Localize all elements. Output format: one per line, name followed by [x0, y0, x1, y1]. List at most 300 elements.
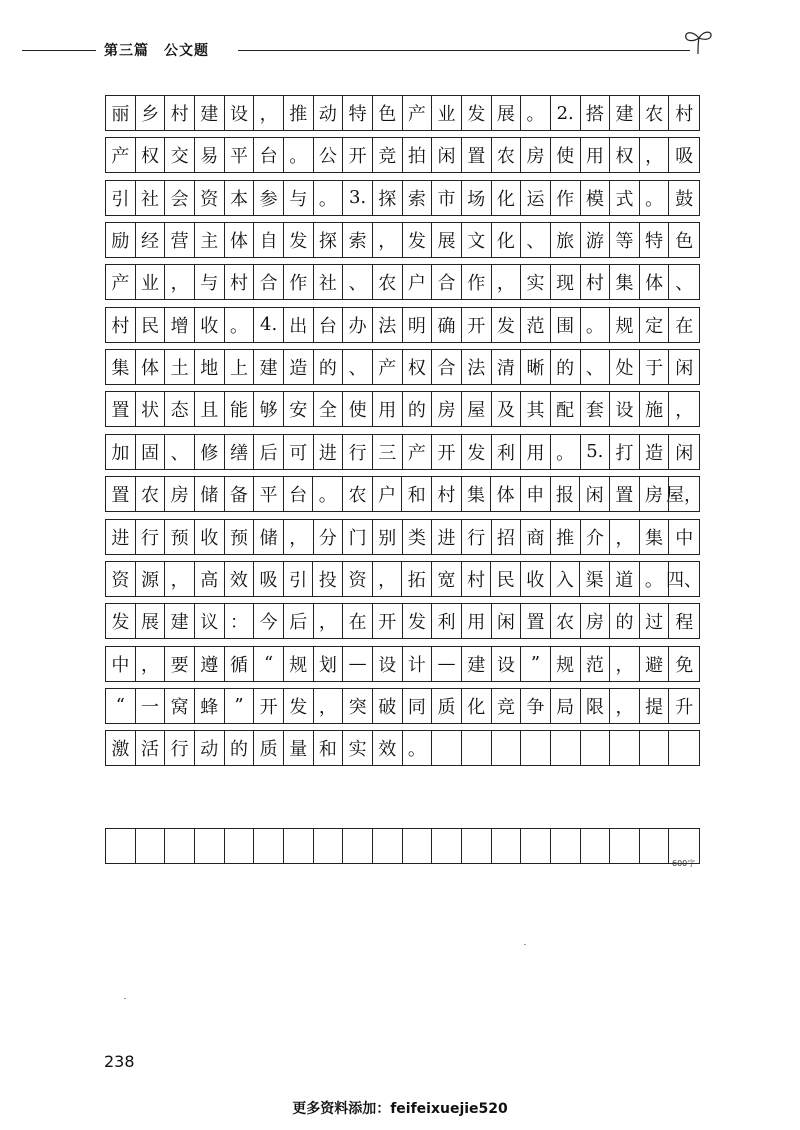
grid-cell: 范	[521, 308, 551, 342]
scan-speck	[524, 944, 526, 945]
grid-cell: 公	[314, 138, 344, 172]
grid-cell: 办	[343, 308, 373, 342]
grid-cell: 申	[521, 477, 551, 511]
grid-cell: 台	[284, 477, 314, 511]
grid-cell: ，	[165, 265, 195, 299]
grid-cell: 打	[610, 435, 640, 469]
grid-cell: 产	[373, 350, 403, 384]
grid-cell: 的	[610, 604, 640, 638]
grid-cell	[551, 829, 581, 863]
grid-cell: 渠	[580, 562, 610, 596]
grid-cell: 展	[136, 604, 166, 638]
grid-cell: 闲	[580, 477, 610, 511]
grid-cell: 类	[403, 520, 433, 554]
grid-cell: —	[343, 647, 373, 681]
grid-cell: 旅	[551, 223, 581, 257]
grid-cell	[669, 731, 699, 765]
grid-cell: 会	[165, 181, 195, 215]
grid-cell: ，	[492, 265, 522, 299]
grid-cell: 场	[462, 181, 492, 215]
grid-cell: ，	[254, 96, 284, 130]
grid-cell: 态	[165, 392, 195, 426]
grid-cell: ，	[314, 689, 344, 723]
grid-cell: 房	[581, 604, 611, 638]
grid-cell: 化	[492, 223, 522, 257]
grid-cell: 效	[225, 562, 255, 596]
grid-cell: 农	[640, 96, 670, 130]
grid-cell	[136, 829, 166, 863]
grid-cell: 破	[373, 689, 403, 723]
section-title: 第三篇 公文题	[104, 43, 209, 59]
grid-cell: 范	[581, 647, 611, 681]
grid-row	[105, 264, 700, 300]
grid-cell: 权	[136, 138, 166, 172]
grid-cell: 升	[675, 696, 694, 718]
grid-cell	[343, 829, 373, 863]
grid-cell: 中	[675, 527, 694, 549]
grid-cell: 在	[343, 604, 373, 638]
grid-cell: 利	[432, 604, 462, 638]
grid-cell: 要	[165, 647, 195, 681]
grid-cell: 高	[195, 562, 225, 596]
grid-cell	[462, 829, 492, 863]
grid-row	[105, 391, 700, 427]
grid-cell: 村	[462, 562, 492, 596]
grid-cell: 行	[462, 520, 492, 554]
grid-cell	[640, 731, 670, 765]
grid-cell: 土	[165, 350, 195, 384]
grid-cell: 别	[373, 520, 403, 554]
grid-cell: 利	[492, 435, 522, 469]
grid-cell: 道	[610, 562, 640, 596]
grid-cell: 本	[225, 181, 255, 215]
header-rule-left	[22, 50, 96, 51]
grid-cell: 限	[581, 689, 611, 723]
grid-cell: 避	[640, 647, 670, 681]
grid-cell: ：	[225, 604, 255, 638]
grid-cell: 收	[195, 308, 225, 342]
grid-cell	[551, 731, 581, 765]
grid-cell: 合	[254, 265, 284, 299]
grid-cell: 介	[581, 520, 611, 554]
grid-cell: 明	[403, 308, 433, 342]
grid-cell: 建	[195, 96, 225, 130]
grid-cell: 设	[225, 96, 255, 130]
grid-cell: 用	[462, 604, 492, 638]
grid-cell	[640, 829, 670, 863]
grid-row	[105, 646, 700, 682]
grid-cell: 修	[195, 435, 225, 469]
grid-cell: 争	[521, 689, 551, 723]
grid-cell: 的	[403, 392, 433, 426]
grid-cell: 拓	[402, 562, 432, 596]
grid-cell: 房	[521, 138, 551, 172]
grid-cell	[165, 829, 195, 863]
grid-cell: 合	[432, 265, 462, 299]
grid-row	[105, 349, 700, 385]
grid-cell: 发	[284, 689, 314, 723]
grid-cell: 鼓	[675, 188, 694, 210]
grid-cell: 。	[551, 435, 581, 469]
grid-cell	[225, 829, 255, 863]
grid-cell: 设	[610, 392, 640, 426]
grid-row	[105, 476, 703, 512]
grid-cell: “	[254, 647, 284, 681]
grid-cell: 规	[610, 308, 640, 342]
grid-row	[105, 561, 703, 597]
grid-cell: 展	[432, 223, 462, 257]
grid-cell: 规	[284, 647, 314, 681]
header-rule-right	[238, 50, 690, 51]
grid-cell: 地	[195, 350, 225, 384]
grid-cell: 其	[521, 392, 551, 426]
grid-cell: 法	[373, 308, 403, 342]
grid-cell: 、	[343, 350, 373, 384]
grid-cell: 且	[195, 392, 225, 426]
grid-cell: 发	[403, 604, 433, 638]
grid-cell: 模	[581, 181, 611, 215]
grid-cell: 报	[551, 477, 581, 511]
grid-cell: 乡	[136, 96, 166, 130]
grid-cell: 主	[195, 223, 225, 257]
grid-cell: 资	[195, 181, 225, 215]
grid-cell	[432, 829, 462, 863]
grid-cell: 动	[195, 731, 225, 765]
grid-row	[105, 307, 700, 343]
grid-cell: 社	[314, 265, 344, 299]
grid-cell: 规	[551, 647, 581, 681]
grid-cell: 体	[136, 350, 166, 384]
grid-cell: 质	[432, 689, 462, 723]
grid-cell: 农	[373, 265, 403, 299]
grid-cell	[106, 829, 136, 863]
grid-cell: 同	[403, 689, 433, 723]
grid-cell	[492, 731, 522, 765]
grid-cell: 。	[640, 562, 670, 596]
grid-cell: 。	[640, 181, 670, 215]
grid-cell: 和	[314, 731, 344, 765]
grid-cell: 遵	[195, 647, 225, 681]
grid-cell: 实	[521, 265, 551, 299]
grid-cell: 励	[106, 223, 136, 257]
grid-cell: 竞	[492, 689, 522, 723]
grid-cell: 引	[284, 562, 314, 596]
grid-cell: 。	[314, 181, 344, 215]
grid-cell: ，	[314, 604, 344, 638]
grid-cell: 可	[284, 435, 314, 469]
grid-cell: 开	[343, 138, 373, 172]
grid-cell: 开	[432, 435, 462, 469]
grid-cell: 施	[640, 392, 670, 426]
grid-cell: 置	[106, 392, 136, 426]
grid-cell	[403, 829, 433, 863]
grid-cell: 村	[432, 477, 462, 511]
grid-cell: 开	[254, 689, 284, 723]
grid-cell: 定	[640, 308, 670, 342]
grid-cell	[581, 829, 611, 863]
grid-cell: 与	[284, 181, 314, 215]
grid-cell: ，	[165, 562, 195, 596]
grid-cell: 发	[462, 435, 492, 469]
grid-cell: 闲	[492, 604, 522, 638]
grid-cell: 预	[165, 520, 195, 554]
grid-cell: ，	[610, 647, 640, 681]
grid-cell: 索	[403, 181, 433, 215]
grid-cell: 质	[254, 731, 284, 765]
grid-cell: 推	[551, 520, 581, 554]
grid-cell: 拍	[403, 138, 433, 172]
grid-cell: 开	[373, 604, 403, 638]
grid-cell: 集	[640, 520, 670, 554]
word-count-label: 600字	[672, 859, 696, 868]
grid-cell: 处	[610, 350, 640, 384]
grid-cell: 业	[136, 265, 166, 299]
grid-cell: 索	[343, 223, 373, 257]
grid-cell: 作	[551, 181, 581, 215]
grid-cell: 置	[521, 604, 551, 638]
grid-cell: 突	[343, 689, 373, 723]
grid-cell: 经	[136, 223, 166, 257]
grid-cell	[492, 829, 522, 863]
grid-cell: 竞	[373, 138, 403, 172]
grid-cell: 源	[136, 562, 166, 596]
grid-cell: 。	[403, 731, 433, 765]
grid-cell	[254, 829, 284, 863]
grid-cell: 上	[225, 350, 255, 384]
grid-cell: 储	[195, 477, 225, 511]
grid-cell: 。	[521, 96, 551, 130]
grid-cell: 围	[551, 308, 581, 342]
grid-cell	[462, 731, 492, 765]
grid-cell: 建	[462, 647, 492, 681]
grid-cell: ，	[284, 520, 314, 554]
grid-cell: 使	[551, 138, 581, 172]
grid-row	[105, 180, 700, 216]
page-header	[0, 0, 800, 70]
grid-cell: 5.	[581, 435, 611, 469]
grid-cell	[581, 731, 611, 765]
grid-cell: 特	[343, 96, 373, 130]
grid-cell: 进	[432, 520, 462, 554]
grid-cell: 户	[403, 265, 433, 299]
grid-cell: 村	[106, 308, 136, 342]
grid-cell: 用	[521, 435, 551, 469]
grid-cell: 农	[492, 138, 522, 172]
grid-row	[105, 688, 700, 724]
grid-cell: 4.	[254, 308, 284, 342]
grid-row	[105, 434, 700, 470]
grid-cell: 开	[462, 308, 492, 342]
grid-cell: 农	[551, 604, 581, 638]
grid-cell: 中	[106, 647, 136, 681]
grid-cell: 业	[432, 96, 462, 130]
grid-cell: 产	[106, 138, 136, 172]
grid-cell: 化	[462, 689, 492, 723]
grid-cell: ，	[675, 400, 694, 422]
grid-cell	[610, 731, 640, 765]
grid-cell: 房	[640, 477, 670, 511]
grid-cell: ，	[610, 520, 640, 554]
grid-cell: 程	[675, 612, 694, 634]
grid-cell: 提	[640, 689, 670, 723]
grid-cell	[432, 731, 462, 765]
grid-cell: 入	[551, 562, 581, 596]
grid-cell: 的	[225, 731, 255, 765]
grid-cell: 配	[551, 392, 581, 426]
grid-cell: 市	[432, 181, 462, 215]
grid-cell: 运	[521, 181, 551, 215]
grid-cell: 一	[136, 689, 166, 723]
grid-cell: 进	[106, 520, 136, 554]
grid-cell: 蜂	[195, 689, 225, 723]
grid-cell: 缮	[225, 435, 255, 469]
grid-cell: 的	[314, 350, 344, 384]
grid-cell: 引	[106, 181, 136, 215]
grid-cell: 备	[225, 477, 255, 511]
grid-cell: ，	[136, 647, 166, 681]
grid-row	[105, 730, 700, 766]
grid-cell: 营	[165, 223, 195, 257]
grid-cell: —	[432, 647, 462, 681]
grid-cell: 设	[492, 647, 522, 681]
grid-cell	[314, 829, 344, 863]
grid-cell: ，	[373, 562, 403, 596]
grid-row	[105, 222, 700, 258]
grid-cell: 造	[640, 435, 670, 469]
grid-cell: 发	[462, 96, 492, 130]
grid-cell: 储	[254, 520, 284, 554]
grid-cell: 、	[581, 350, 611, 384]
grid-cell: 农	[136, 477, 166, 511]
grid-cell: 收	[195, 520, 225, 554]
grid-cell: 和	[402, 477, 432, 511]
grid-cell: 后	[254, 435, 284, 469]
grid-cell	[373, 829, 403, 863]
grid-cell: 3.	[343, 181, 373, 215]
grid-cell: 户	[373, 477, 403, 511]
grid-cell: 台	[254, 138, 284, 172]
grid-cell: 交	[165, 138, 195, 172]
grid-cell: 产	[106, 265, 136, 299]
grid-row	[105, 603, 700, 639]
grid-cell: 循	[225, 647, 255, 681]
grid-cell: 四、	[666, 569, 703, 591]
grid-cell: 议	[195, 604, 225, 638]
grid-cell: 特	[640, 223, 670, 257]
grid-cell: 建	[165, 604, 195, 638]
grid-cell: 。	[284, 138, 314, 172]
grid-cell: 过	[640, 604, 670, 638]
grid-cell: 吸	[254, 562, 284, 596]
grid-cell: 村	[165, 96, 195, 130]
grid-row	[105, 137, 700, 173]
grid-cell: 农	[343, 477, 373, 511]
grid-cell: 效	[373, 731, 403, 765]
grid-cell: 置	[106, 477, 136, 511]
grid-cell: 平	[254, 477, 284, 511]
grid-cell: 进	[314, 435, 344, 469]
grid-cell: 在	[675, 315, 694, 337]
grid-cell: 窝	[165, 689, 195, 723]
page-number: 238	[104, 1052, 135, 1071]
grid-cell: 。	[581, 308, 611, 342]
grid-cell: 确	[432, 308, 462, 342]
grid-cell: 资	[343, 562, 373, 596]
grid-cell: 台	[314, 308, 344, 342]
grid-cell: 屋	[462, 392, 492, 426]
scan-speck	[124, 998, 126, 999]
grid-cell: 闲	[432, 138, 462, 172]
grid-cell: 体	[640, 265, 670, 299]
grid-cell: 商	[521, 520, 551, 554]
grid-cell: 探	[314, 223, 344, 257]
grid-cell: 村	[581, 265, 611, 299]
grid-cell: 今	[254, 604, 284, 638]
grid-cell: 搭	[581, 96, 611, 130]
grid-cell: 色	[675, 231, 694, 253]
grid-cell: 化	[492, 181, 522, 215]
grid-cell: 现	[551, 265, 581, 299]
grid-cell	[195, 829, 225, 863]
grid-cell: ，	[373, 223, 403, 257]
grid-cell: 体	[225, 223, 255, 257]
grid-cell: 状	[136, 392, 166, 426]
grid-cell: 量	[284, 731, 314, 765]
grid-cell: 。	[225, 308, 255, 342]
grid-cell: 增	[165, 308, 195, 342]
grid-cell: ”	[225, 689, 255, 723]
grid-cell: 动	[314, 96, 344, 130]
grid-row	[105, 828, 700, 864]
footer-note: 更多资料添加：feifeixuejie520	[292, 1101, 508, 1117]
grid-cell: 行	[343, 435, 373, 469]
grid-cell: 权	[403, 350, 433, 384]
grid-cell: 套	[581, 392, 611, 426]
grid-cell: 参	[254, 181, 284, 215]
grid-cell: 出	[284, 308, 314, 342]
grid-cell: 行	[165, 731, 195, 765]
grid-cell: 实	[343, 731, 373, 765]
grid-cell: 作	[284, 265, 314, 299]
grid-cell: 屋，	[666, 485, 703, 507]
grid-cell: 激	[106, 731, 136, 765]
grid-cell: 社	[136, 181, 166, 215]
grid-row	[105, 95, 700, 131]
grid-cell: 闲	[675, 442, 694, 464]
grid-cell: 丽	[106, 96, 136, 130]
grid-cell: 晰	[521, 350, 551, 384]
grid-cell: 活	[136, 731, 166, 765]
grid-cell: 法	[462, 350, 492, 384]
grid-cell: 平	[225, 138, 255, 172]
grid-cell: 用	[373, 392, 403, 426]
grid-cell: 清	[492, 350, 522, 384]
grid-cell: 集	[610, 265, 640, 299]
grid-cell: 自	[254, 223, 284, 257]
grid-cell: 村	[225, 265, 255, 299]
grid-cell: 加	[106, 435, 136, 469]
grid-cell: 局	[551, 689, 581, 723]
grid-cell: 门	[343, 520, 373, 554]
grid-cell: 置	[610, 477, 640, 511]
grid-cell: 造	[284, 350, 314, 384]
grid-cell: 的	[551, 350, 581, 384]
grid-cell: 宽	[432, 562, 462, 596]
grid-cell: 合	[432, 350, 462, 384]
grid-cell: 发	[403, 223, 433, 257]
grid-cell: 权	[610, 138, 640, 172]
grid-cell: 式	[610, 181, 640, 215]
